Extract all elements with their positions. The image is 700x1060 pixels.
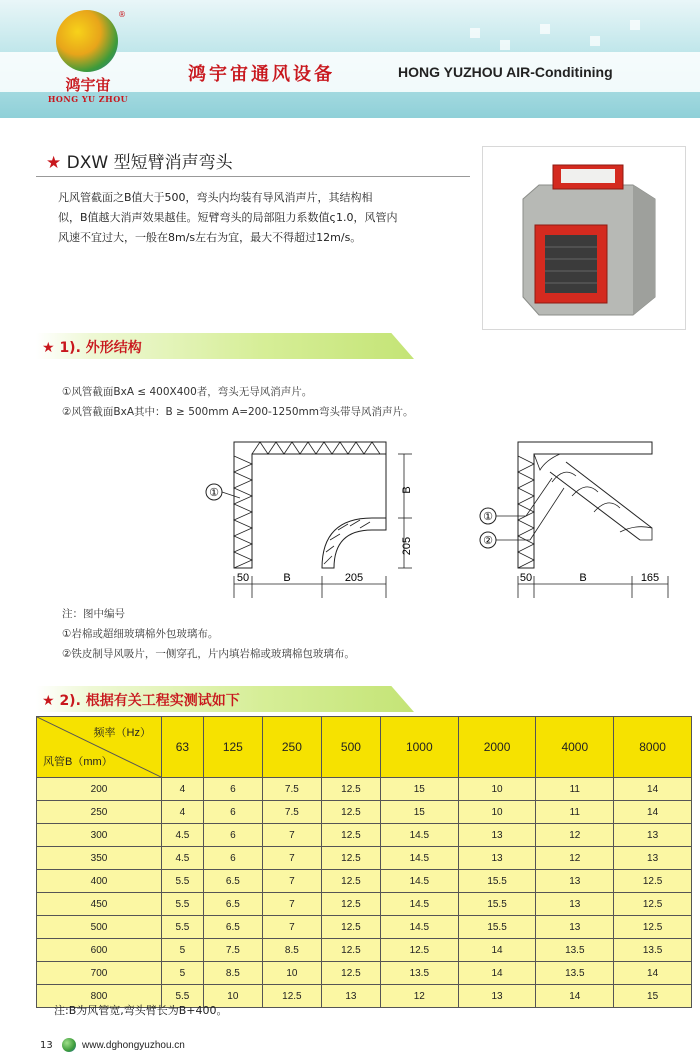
- logo-emblem: [56, 10, 118, 72]
- table-row: [37, 801, 692, 824]
- freq-header: 500: [321, 717, 380, 778]
- note-line: ②风管截面BxA其中：B ≥ 500mm A=200-1250mm弯头带导风消声片。: [62, 406, 414, 418]
- attenuation-cell: 12.5: [321, 870, 380, 893]
- attenuation-cell: 6: [203, 801, 262, 824]
- globe-icon: [62, 1038, 76, 1052]
- page-number: 13: [40, 1040, 53, 1051]
- section-2-title-text: 2). 根据有关工程实测试如下: [59, 693, 240, 709]
- structure-diagram: [200, 436, 680, 604]
- star-icon: ★: [42, 340, 55, 356]
- attenuation-cell: 14: [458, 962, 536, 985]
- attenuation-cell: 13.5: [380, 962, 458, 985]
- attenuation-cell: 12.5: [321, 939, 380, 962]
- attenuation-cell: 7: [262, 847, 321, 870]
- elbow-right: [480, 442, 668, 598]
- freq-header: 250: [262, 717, 321, 778]
- attenuation-cell: 12: [536, 824, 614, 847]
- section-1-title: [42, 337, 142, 357]
- freq-header: 2000: [458, 717, 536, 778]
- table-row: [37, 962, 692, 985]
- attenuation-cell: 14.5: [380, 847, 458, 870]
- star-icon: ★: [42, 693, 55, 709]
- structure-notes: [62, 382, 414, 422]
- note-line: ①风管截面BxA ≤ 400X400者，弯头无导风消声片。: [62, 386, 313, 398]
- attenuation-cell: 12.5: [380, 939, 458, 962]
- attenuation-cell: 6: [203, 824, 262, 847]
- attenuation-cell: 15: [380, 778, 458, 801]
- freq-header: 8000: [614, 717, 692, 778]
- attenuation-cell: 14.5: [380, 893, 458, 916]
- attenuation-cell: 14: [614, 778, 692, 801]
- pipe-width-cell: 800: [37, 985, 162, 1008]
- attenuation-cell: 7.5: [262, 801, 321, 824]
- product-intro: [58, 188, 474, 248]
- table-row: [37, 778, 692, 801]
- attenuation-cell: 12: [380, 985, 458, 1008]
- attenuation-cell: 6.5: [203, 916, 262, 939]
- page-header: [0, 0, 700, 118]
- elbow-illustration: [483, 147, 685, 329]
- attenuation-cell: 5.5: [162, 870, 204, 893]
- attenuation-cell: 12.5: [321, 824, 380, 847]
- intro-line: 似，B值越大消声效果越佳。短臂弯头的局部阻力系数值ς1.0，风管内: [58, 211, 398, 224]
- attenuation-cell: 7.5: [203, 939, 262, 962]
- attenuation-cell: 7: [262, 916, 321, 939]
- dim-50-left: 50: [236, 572, 250, 584]
- attenuation-cell: 14: [536, 985, 614, 1008]
- attenuation-cell: 12: [536, 847, 614, 870]
- pipe-width-cell: 700: [37, 962, 162, 985]
- dim-205-vertical: 205: [401, 536, 413, 556]
- attenuation-cell: 15: [614, 985, 692, 1008]
- attenuation-cell: 13: [536, 893, 614, 916]
- attenuation-table-wrap: [36, 716, 692, 1008]
- attenuation-cell: 14.5: [380, 916, 458, 939]
- dim-b-vertical: B: [401, 486, 413, 494]
- attenuation-cell: 7: [262, 824, 321, 847]
- freq-header: 4000: [536, 717, 614, 778]
- attenuation-table: [36, 716, 692, 1008]
- pipe-width-cell: 500: [37, 916, 162, 939]
- attenuation-cell: 14.5: [380, 870, 458, 893]
- attenuation-cell: 11: [536, 801, 614, 824]
- attenuation-cell: 12.5: [321, 962, 380, 985]
- pipe-width-cell: 200: [37, 778, 162, 801]
- attenuation-cell: 12.5: [614, 870, 692, 893]
- table-row: [37, 870, 692, 893]
- attenuation-cell: 5: [162, 962, 204, 985]
- attenuation-cell: 4: [162, 778, 204, 801]
- decor-square: [590, 36, 600, 46]
- section-1-title-text: 1). 外形结构: [59, 340, 142, 356]
- attenuation-cell: 13.5: [614, 939, 692, 962]
- callout-1-left: ①: [209, 487, 219, 499]
- star-icon: ★: [46, 153, 62, 173]
- pipe-width-cell: 600: [37, 939, 162, 962]
- freq-header: 1000: [380, 717, 458, 778]
- elbow-drawing: [200, 436, 680, 604]
- dim-b-right: B: [579, 572, 587, 584]
- attenuation-cell: 7: [262, 870, 321, 893]
- attenuation-cell: 6: [203, 778, 262, 801]
- table-header-row: [37, 717, 692, 778]
- attenuation-cell: 8.5: [262, 939, 321, 962]
- attenuation-cell: 13: [321, 985, 380, 1008]
- attenuation-cell: 7: [262, 893, 321, 916]
- attenuation-cell: 10: [458, 778, 536, 801]
- decor-square: [500, 40, 510, 50]
- table-row: [37, 824, 692, 847]
- diagram-legend: [62, 604, 355, 664]
- pipe-width-cell: 300: [37, 824, 162, 847]
- dim-50-right: 50: [519, 572, 533, 584]
- attenuation-cell: 4.5: [162, 847, 204, 870]
- attenuation-cell: 6.5: [203, 893, 262, 916]
- attenuation-cell: 15.5: [458, 870, 536, 893]
- elbow-left: [206, 442, 413, 598]
- intro-line: 凡风管截面之B值大于500，弯头内均装有导风消声片，其结构相: [58, 191, 373, 204]
- attenuation-cell: 10: [458, 801, 536, 824]
- attenuation-cell: 14: [614, 801, 692, 824]
- website-link[interactable]: www.dghongyuzhou.cn: [82, 1040, 185, 1051]
- legend-line: ②铁皮制导风吸片，一侧穿孔，片内填岩棉或玻璃棉包玻璃布。: [62, 648, 355, 660]
- attenuation-cell: 12.5: [321, 847, 380, 870]
- attenuation-cell: 13: [536, 916, 614, 939]
- attenuation-cell: 5.5: [162, 985, 204, 1008]
- table-row: [37, 847, 692, 870]
- decor-square: [540, 24, 550, 34]
- table-corner-cell: [37, 717, 162, 778]
- section-2-title: [42, 690, 240, 710]
- attenuation-cell: 4: [162, 801, 204, 824]
- attenuation-cell: 12.5: [321, 893, 380, 916]
- attenuation-cell: 12.5: [614, 893, 692, 916]
- intro-line: 风速不宜过大，一般在8m/s左右为宜，最大不得超过12m/s。: [58, 231, 362, 244]
- attenuation-cell: 13.5: [536, 939, 614, 962]
- attenuation-cell: 5.5: [162, 916, 204, 939]
- attenuation-cell: 14.5: [380, 824, 458, 847]
- attenuation-cell: 5.5: [162, 893, 204, 916]
- table-body: [37, 778, 692, 1008]
- attenuation-cell: 13: [458, 847, 536, 870]
- pipe-width-cell: 350: [37, 847, 162, 870]
- header-title-cn: 鸿宇宙通风设备: [188, 64, 335, 85]
- logo-text-en: HONG YU ZHOU: [47, 94, 129, 104]
- callout-1-right: ①: [483, 511, 493, 523]
- attenuation-cell: 14: [458, 939, 536, 962]
- legend-line: ①岩棉或超细玻璃棉外包玻璃布。: [62, 628, 219, 640]
- corner-freq-label: 频率（Hz）: [93, 727, 151, 739]
- attenuation-cell: 13: [458, 824, 536, 847]
- title-divider: [36, 176, 470, 177]
- product-title-text: DXW 型短臂消声弯头: [66, 153, 233, 173]
- product-photo: [482, 146, 686, 330]
- attenuation-cell: 7.5: [262, 778, 321, 801]
- attenuation-cell: 8.5: [203, 962, 262, 985]
- page-footer: [36, 1038, 676, 1054]
- pipe-width-cell: 450: [37, 893, 162, 916]
- attenuation-cell: 15.5: [458, 893, 536, 916]
- legend-line: 注：图中编号: [62, 608, 125, 620]
- table-footnote: 注:B为风管宽,弯头臂长为B+400。: [54, 1004, 228, 1017]
- pipe-width-cell: 400: [37, 870, 162, 893]
- freq-header: 125: [203, 717, 262, 778]
- product-title: [46, 148, 233, 173]
- attenuation-cell: 13: [614, 847, 692, 870]
- attenuation-cell: 15.5: [458, 916, 536, 939]
- freq-header: 63: [162, 717, 204, 778]
- attenuation-cell: 6.5: [203, 870, 262, 893]
- attenuation-cell: 12.5: [321, 801, 380, 824]
- attenuation-cell: 14: [614, 962, 692, 985]
- attenuation-cell: 12.5: [614, 916, 692, 939]
- dim-b-left: B: [283, 572, 291, 584]
- corner-pipe-label: 风管B（mm）: [43, 756, 113, 768]
- decor-square: [630, 20, 640, 30]
- attenuation-cell: 11: [536, 778, 614, 801]
- attenuation-cell: 10: [262, 962, 321, 985]
- attenuation-cell: 12.5: [321, 778, 380, 801]
- attenuation-cell: 4.5: [162, 824, 204, 847]
- pipe-width-cell: 250: [37, 801, 162, 824]
- attenuation-cell: 13: [536, 870, 614, 893]
- dim-165-right: 165: [640, 572, 660, 584]
- attenuation-cell: 13.5: [536, 962, 614, 985]
- callout-2-right: ②: [483, 535, 493, 547]
- dim-205-left: 205: [344, 572, 364, 584]
- company-logo: [48, 10, 128, 106]
- attenuation-cell: 10: [203, 985, 262, 1008]
- attenuation-cell: 6: [203, 847, 262, 870]
- attenuation-cell: 12.5: [262, 985, 321, 1008]
- attenuation-cell: 15: [380, 801, 458, 824]
- attenuation-cell: 13: [458, 985, 536, 1008]
- header-title-en: HONG YUZHOU AIR-Conditining: [398, 64, 613, 80]
- table-row: [37, 939, 692, 962]
- table-row: [37, 916, 692, 939]
- attenuation-cell: 13: [614, 824, 692, 847]
- table-row: [37, 893, 692, 916]
- attenuation-cell: 12.5: [321, 916, 380, 939]
- attenuation-cell: 5: [162, 939, 204, 962]
- logo-text-cn: 鸿宇宙: [65, 76, 111, 94]
- decor-square: [470, 28, 480, 38]
- registered-mark: ®: [118, 10, 126, 19]
